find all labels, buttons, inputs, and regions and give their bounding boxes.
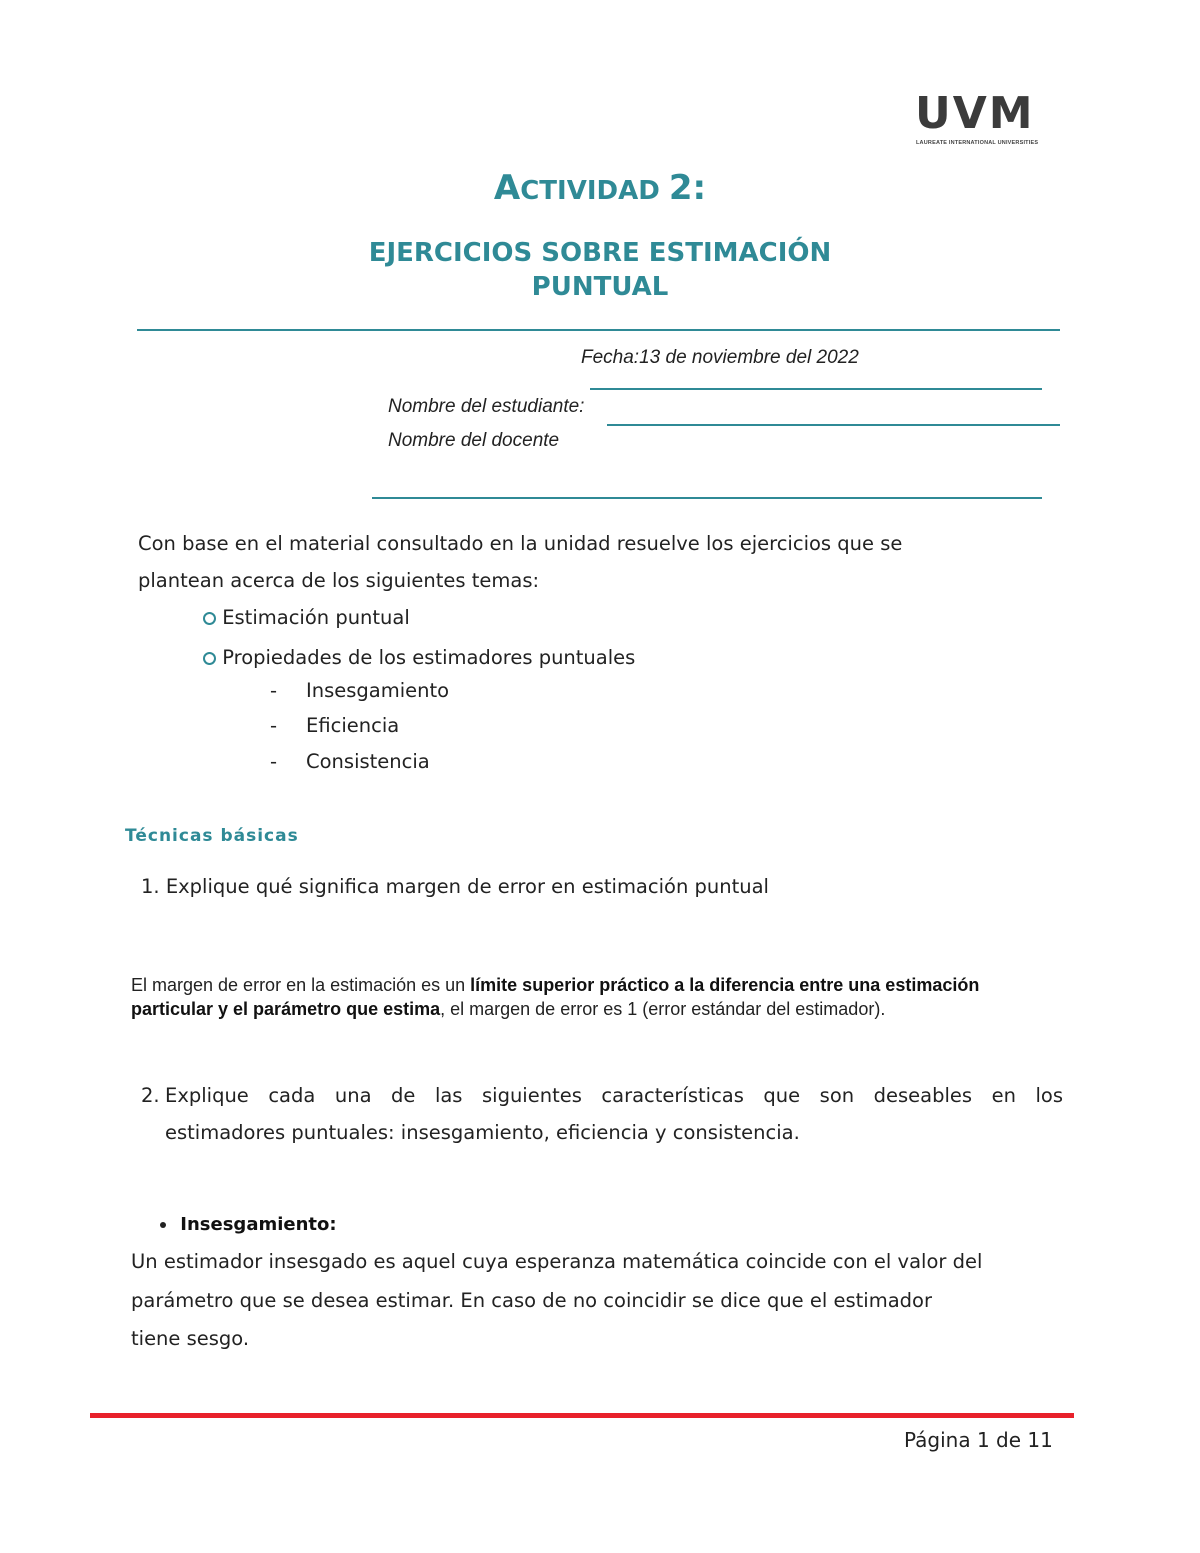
dash-marker: - [270,679,278,702]
logo-tagline: LAUREATE INTERNATIONAL UNIVERSITIES [916,140,1039,146]
answer-bold: límite superior práctico a la diferencia entre una estimación [470,975,980,995]
section-title: Técnicas básicas [125,826,299,846]
intro-line2: plantean acerca de los siguientes temas: [138,569,540,592]
page-title [0,168,1200,208]
dash-marker: - [270,714,278,737]
fecha-underline [590,388,1042,390]
question-number: 2. [141,1084,160,1107]
estudiante-label: Nombre del estudiante: [388,396,585,417]
estudiante-underline [607,424,1060,426]
intro-line1: Con base en el material consultado en la unidad resuelve los ejercicios que se [138,532,903,555]
answer-bold: particular y el parámetro que estima [131,999,441,1019]
docente-label: Nombre del docente [388,430,560,451]
subtopic-label: Consistencia [306,750,430,773]
subtopic-item [270,750,430,773]
question-2 [141,1084,1063,1144]
answer-text: El margen de error en la estimación es un [131,975,471,995]
question-number: 1. [141,875,160,898]
ring-bullet-icon [203,652,216,665]
subtopic-label: Eficiencia [306,714,400,737]
subtitle-line2: PUNTUAL [531,272,669,302]
answer-text: , el margen de error es 1 (error estándar del estimador). [440,999,886,1019]
dash-marker: - [270,750,278,773]
page-number: Página 1 de 11 [904,1428,1053,1452]
uvm-logo: UVM [915,88,1035,139]
page-subtitle [0,236,1200,304]
topic-label: Estimación puntual [222,606,410,629]
title-rest: CTIVIDAD [520,176,660,206]
topic-label: Propiedades de los estimadores puntuales [222,646,636,669]
header-rule [137,329,1060,331]
subtitle-line1: EJERCICIOS SOBRE ESTIMACIÓN [368,238,832,268]
question-text: estimadores puntuales: insesgamiento, eficiencia y consistencia. [165,1121,800,1144]
paragraph-line: tiene sesgo. [131,1327,250,1350]
topic-item [203,606,410,629]
bullet-icon [160,1222,166,1228]
paragraph-line: Un estimador insesgado es aquel cuya esperanza matemática coincide con el valor del [131,1250,983,1273]
subtopic-item [270,714,400,737]
answer-1 [131,973,1131,1021]
ring-bullet-icon [203,612,216,625]
docente-underline [372,497,1042,499]
topic-item [203,646,635,669]
question-text: Explique cada una de las siguientes características que son deseables en los [165,1084,1063,1107]
fecha-field: Fecha:13 de noviembre del 2022 [581,347,859,368]
question-text: Explique qué significa margen de error en estimación puntual [165,875,769,898]
title-first-letter: A [493,168,521,208]
subtopic-item [270,679,450,702]
question-1 [141,875,769,898]
subtopic-label: Insesgamiento [306,679,450,702]
paragraph-line: parámetro que se desea estimar. En caso de no coincidir se dice que el estimador [131,1289,932,1312]
bullet-heading [160,1214,337,1235]
title-suffix: 2: [668,168,707,208]
heading-text: Insesgamiento: [180,1214,337,1235]
footer-rule [90,1413,1074,1418]
